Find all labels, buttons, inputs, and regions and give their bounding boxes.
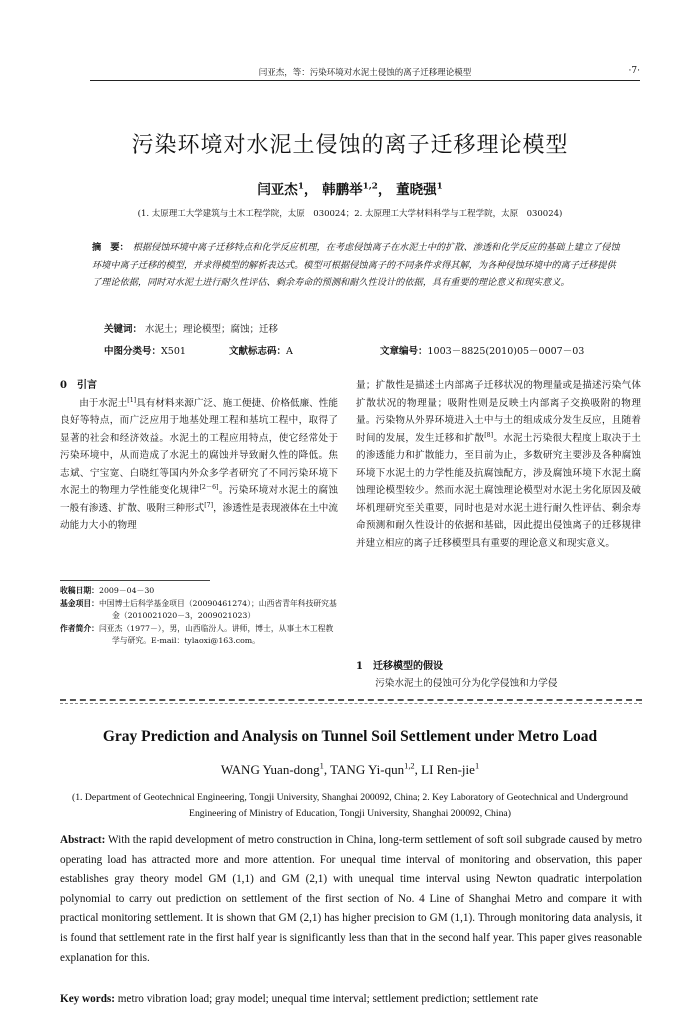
keywords-en [60, 993, 642, 1005]
footnote-rule [60, 580, 210, 581]
affiliations-en: (1. Department of Geotechnical Engineering, Tongji University, Shanghai 200092, China; 2. Key Laboratory of Geotechnical and Underground Engineering of Ministry of Education, Tongji University, Shanghai 200092, China) [71, 792, 629, 819]
doc-code [229, 343, 293, 357]
author-name: TANG Yi-qun [330, 762, 405, 777]
section-heading-intro: 0 引言 [60, 380, 97, 391]
author-affil-sup: 1 [297, 181, 304, 192]
intro-paragraph-cont [356, 377, 641, 552]
running-header [90, 66, 640, 81]
citation: [8] [484, 431, 494, 439]
abstract-en [60, 831, 642, 968]
author-name: LI Ren-jie [421, 762, 475, 777]
running-title: 闫亚杰，等：污染环境对水泥土侵蚀的离子迁移理论模型 [258, 68, 472, 78]
author-affil-sup: 1,2 [362, 181, 378, 192]
keywords-cn [104, 321, 278, 335]
body-column-left [60, 377, 338, 535]
footnote-bio [60, 623, 338, 648]
clc-value: X501 [161, 346, 186, 357]
author-affil-sup: 1 [319, 760, 324, 771]
author-separator: , [414, 762, 422, 777]
author-affil-sup: 1 [474, 760, 480, 771]
abstract-label: 摘 要： [92, 242, 129, 253]
page-number: ·7· [628, 66, 640, 76]
text-run: ，渗透性是表现液体在土中流动能力大小的物理 [60, 502, 339, 531]
author-name: 董晓强 [396, 182, 437, 198]
article-title-en: Gray Prediction and Analysis on Tunnel Soil Settlement under Metro Load [102, 728, 598, 745]
author-name: 韩鹏举 [322, 182, 363, 198]
author-separator: , [323, 762, 331, 777]
authors-cn [0, 178, 700, 198]
author-name: 闫亚杰 [257, 182, 298, 198]
article-number [380, 343, 584, 357]
section-divider [60, 699, 642, 701]
text-run: 。水泥土污染很大程度上取决于土的渗透能力和扩散能力，至目前为止，多数研究主要涉及各种腐蚀环境下水泥土的力学性能及抗腐蚀配方，涉及腐蚀环境下水泥土腐蚀理论模型较少。然而水泥土腐蚀理论模型对水泥土劣化原因及破坏机理研究至关重要，同时也是对水泥土进行耐久性评估、剩余寿命预测和耐久性设计的依据和基础，因此提出侵蚀离子的迁移规律并建立相应的离子迁移模型具有重要的理论意义和现实意义。 [356, 432, 642, 549]
received-label: 收稿日期： [60, 586, 99, 595]
abstract-en-text: With the rapid development of metro construction in China, long-term settlement of soft soil subgrade caused by metro operating load has attracted more and more attention. For unequal time interval of monitoring and observation, this paper establishes gray theory model GM (1,1) and GM (2,1) with unequal time interval using Newton quadratic interpolation polynomial to carry out prediction on settlement of the first section of No. 4 Line of Shanghai Metro and compare it with practical monitoring settlement. It is shown that GM (2,1) has higher precision to GM (1,1). Through monitoring data analysis, it is found that settlement rate in the first half year is significantly less than that in the second half year. This paper gives reasonable explanation for this. [60, 834, 642, 964]
author-affil-sup: 1 [436, 181, 443, 192]
body-column-right [356, 377, 641, 552]
abstract-text: 根据侵蚀环境中离子迁移特点和化学反应机理，在考虑侵蚀离子在水泥土中的扩散、渗透和化学反应的基础上建立了侵蚀环境中离子迁移的模型，并求得模型的解析表达式。模型可根据侵蚀离子的不同条件求得其解，为各种侵蚀环境中的离子迁移提供了理论依据，同时对水泥土进行耐久性评估、剩余寿命的预测和耐久性设计的依据，具有重要的理论意义和现实意义。 [92, 242, 620, 288]
citation: [1] [127, 396, 137, 404]
text-run: 由于水泥土 [79, 397, 128, 409]
text-run: 具有材料来源广泛、施工便捷、价格低廉、性能良好等特点，而广泛应用于地基处理工程和基坑工程中，取得了显著的社会和经济效益。水泥土的工程应用特点，使它经常处于污染环境中，从而造成了水泥土的腐蚀并导致耐久性的降低。焦志斌、宁宝宽、白晓红等国内外众多学者研究了不同污染环境下水泥土的物理力学性能变化规律 [60, 397, 339, 496]
keywords-text: 水泥土；理论模型；腐蚀；迁移 [145, 324, 279, 335]
author-separator: ， [377, 182, 392, 198]
section-heading-1: 1 迁移模型的假设 [356, 661, 443, 672]
text-run: 。污染环境对水泥土的腐蚀一般有渗透、扩散、吸附三种形式 [60, 485, 339, 514]
doc-code-label: 文献标志码： [229, 346, 287, 357]
text-run: 量；扩散性是描述土内部离子迁移状况的物理量或是描述污染气体扩散状况的物理量；吸附性则是反映土内部离子交换吸附的物理量。污染物从外界环境进入土中与土的组成成分发生反应，且随着时间的发展，发生迁移和扩散 [356, 380, 641, 444]
keywords-en-label: Key words: [60, 993, 115, 1005]
fund-label: 基金项目： [60, 598, 99, 608]
bio-text: 闫亚杰（1977－），男，山西临汾人。讲师，博士，从事土木工程教学与研究。E-mail：tylaoxi@163.com。 [98, 623, 334, 646]
footnote-received [60, 585, 338, 598]
author-affil-sup: 1,2 [404, 760, 415, 771]
received-date: 2009－04－30 [98, 586, 155, 595]
keywords-label: 关键词： [104, 324, 143, 335]
doc-code-value: A [286, 346, 293, 357]
abstract-cn [92, 239, 624, 292]
authors-en [0, 762, 700, 778]
clc-code [104, 343, 186, 357]
article-title-cn: 污染环境对水泥土侵蚀的离子迁移理论模型 [131, 133, 569, 158]
bio-label: 作者简介： [60, 623, 99, 633]
citation: [2－6] [199, 483, 219, 491]
citation: [7] [204, 501, 214, 509]
intro-paragraph [60, 395, 338, 535]
section1-text: 污染水泥土的侵蚀可分为化学侵蚀和力学侵 [375, 678, 558, 689]
fund-text: 中国博士后科学基金项目（20090461274）；山西省青年科技研究基金（2010021020－3，2009021023） [98, 598, 337, 621]
footnotes [60, 585, 338, 648]
article-no-value: 1003－8825(2010)05－0007－03 [427, 346, 585, 357]
affiliations-cn: (1. 太原理工大学建筑与土木工程学院，太原 030024；2. 太原理工大学材料科学与工程学院，太原 030024) [137, 209, 563, 219]
clc-label: 中图分类号： [104, 346, 162, 357]
author-name: WANG Yuan-dong [220, 762, 320, 777]
section-divider-inner [60, 703, 642, 704]
keywords-en-text: metro vibration load; gray model; unequal time interval; settlement prediction; settlement rate [117, 993, 539, 1005]
author-separator: ， [303, 182, 318, 198]
article-no-label: 文章编号： [380, 346, 428, 357]
abstract-en-label: Abstract: [60, 834, 106, 846]
footnote-fund [60, 598, 338, 623]
